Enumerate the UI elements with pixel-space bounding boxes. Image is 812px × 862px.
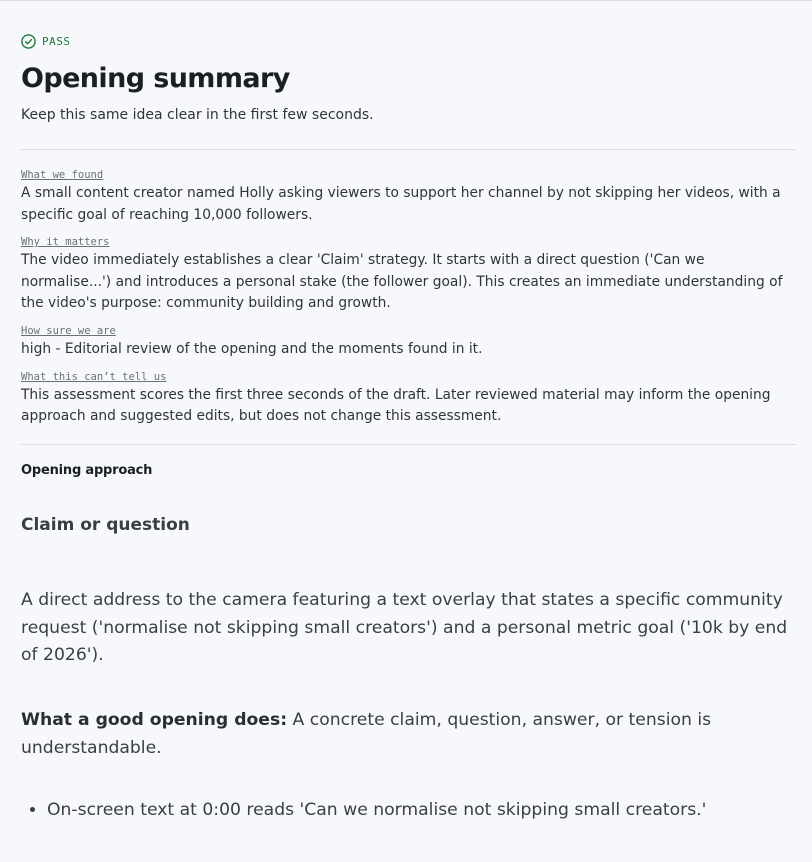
- evidence-list: [21, 797, 796, 825]
- page-title: Opening summary: [21, 63, 290, 94]
- divider: [21, 149, 796, 150]
- finding-label: What we found: [21, 169, 104, 181]
- finding-label: How sure we are: [21, 324, 116, 337]
- finding-label: What this can’t tell us: [21, 370, 167, 383]
- divider: [21, 444, 796, 445]
- section-heading-opening-approach: Opening approach: [21, 462, 153, 478]
- finding-how-sure-we-are: [21, 323, 796, 361]
- finding-value: A small content creator named Holly asking viewers to support her channel by not skipping her videos, with a specific goal of reaching 10,000 followers.: [21, 185, 781, 223]
- good-opening-text: A concrete claim, question, answer, or tension is understandable.: [21, 710, 712, 758]
- finding-limitations: [21, 369, 796, 428]
- list-item: • On-screen text at 0:00 reads 'Can we normalise not skipping small creators.': [47, 797, 796, 825]
- status-badge: PASS: [42, 34, 71, 48]
- finding-value: high - Editorial review of the opening and the moments found in it.: [21, 340, 483, 357]
- status-row: [21, 32, 796, 50]
- page-subtitle: Keep this same idea clear in the first few seconds.: [21, 107, 374, 123]
- finding-label: Why it matters: [21, 236, 110, 249]
- finding-value: This assessment scores the first three seconds of the draft. Later reviewed material may inform the opening approach and suggested edits, but does not change this assessment.: [21, 386, 771, 425]
- good-opening-label: What a good opening does:: [21, 710, 288, 731]
- opening-summary-panel: [21, 32, 796, 825]
- finding-what-we-found: [21, 167, 796, 226]
- approach-description: A direct address to the camera featuring a text overlay that states a specific community request ('normalise not skipping small creators') and a personal metric goal ('10k by end of 2026').: [21, 589, 788, 666]
- finding-value: The video immediately establishes a clear 'Claim' strategy. It starts with a direct question ('Can we normalise...') and introduces a personal stake (the follower goal). This creates an immediate understanding of the video's purpose: community building and growth.: [21, 252, 783, 312]
- top-border: [0, 0, 812, 1]
- finding-why-it-matters: [21, 234, 796, 315]
- check-circle-icon: [21, 34, 36, 49]
- approach-name: Claim or question: [21, 514, 190, 535]
- good-opening-note: [21, 707, 796, 763]
- findings-list: [21, 167, 796, 428]
